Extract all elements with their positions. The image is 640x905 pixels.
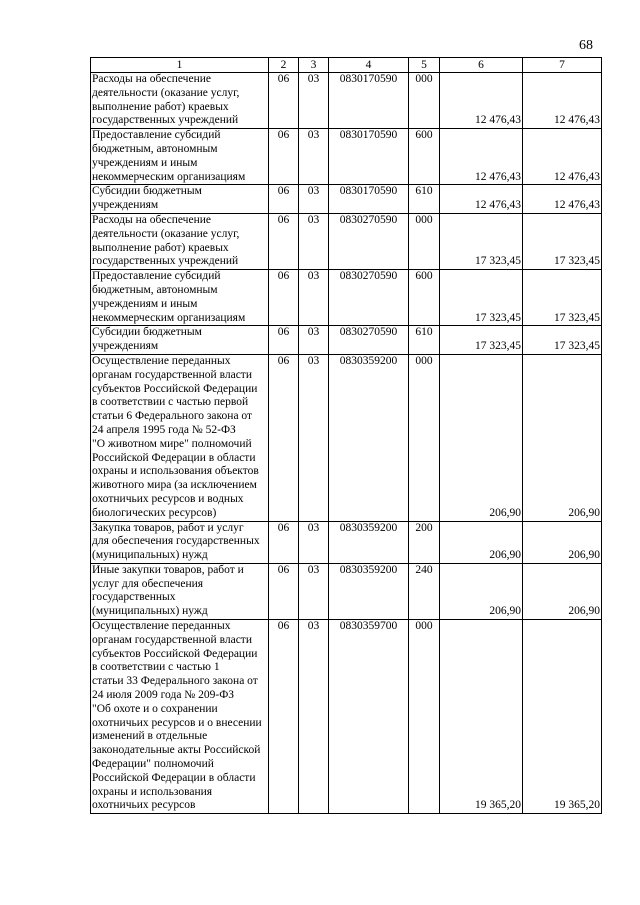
section-code: 06 — [269, 213, 299, 269]
row-name-cell — [91, 185, 269, 214]
column-header: 7 — [523, 58, 602, 73]
table-row — [91, 620, 602, 814]
table-row — [91, 326, 602, 355]
amount-col6: 206,90 — [440, 563, 523, 619]
subsection-code: 03 — [299, 270, 329, 326]
row-name: Осуществление переданных органам государственной власти субъектов Российской Федерации в соответствии с частью первой статьи 6 Федерального закона от 24 апреля 1995 года № 52-ФЗ "О животном мире" полномочий Российской Федерации в области охраны и использования объектов животного мира (за исключением охотничьих ресурсов и водных биологических ресурсов) — [92, 354, 259, 519]
column-header: 2 — [269, 58, 299, 73]
table-row — [91, 129, 602, 185]
amount-col6: 17 323,45 — [440, 270, 523, 326]
row-name-cell — [91, 354, 269, 521]
subsection-code: 03 — [299, 185, 329, 214]
section-code: 06 — [269, 620, 299, 814]
expense-type-code: 200 — [409, 521, 440, 563]
amount-col6: 12 476,43 — [440, 129, 523, 185]
row-name: Предоставление субсидий бюджетным, автономным учреждениям и иным некоммерческим организациям — [92, 129, 246, 183]
section-code: 06 — [269, 326, 299, 355]
target-article-code: 0830170590 — [329, 129, 409, 185]
target-article-code: 0830170590 — [329, 73, 409, 129]
table-row — [91, 73, 602, 129]
subsection-code: 03 — [299, 620, 329, 814]
section-code: 06 — [269, 521, 299, 563]
table-row — [91, 521, 602, 563]
table-row — [91, 354, 602, 521]
column-header: 5 — [409, 58, 440, 73]
amount-col7: 206,90 — [523, 354, 602, 521]
row-name: Расходы на обеспечение деятельности (оказание услуг, выполнение работ) краевых государственных учреждений — [92, 73, 240, 127]
column-header: 1 — [91, 58, 269, 73]
expense-type-code: 000 — [409, 73, 440, 129]
row-name-cell — [91, 213, 269, 269]
amount-col7: 12 476,43 — [523, 185, 602, 214]
amount-col7: 17 323,45 — [523, 213, 602, 269]
expense-type-code: 600 — [409, 270, 440, 326]
row-name: Субсидии бюджетным учреждениям — [92, 185, 202, 212]
column-header: 3 — [299, 58, 329, 73]
section-code: 06 — [269, 563, 299, 619]
amount-col6: 12 476,43 — [440, 73, 523, 129]
target-article-code: 0830359200 — [329, 354, 409, 521]
section-code: 06 — [269, 129, 299, 185]
target-article-code: 0830359200 — [329, 563, 409, 619]
subsection-code: 03 — [299, 73, 329, 129]
subsection-code: 03 — [299, 326, 329, 355]
row-name-cell — [91, 620, 269, 814]
subsection-code: 03 — [299, 213, 329, 269]
amount-col7: 17 323,45 — [523, 270, 602, 326]
expense-type-code: 610 — [409, 326, 440, 355]
target-article-code: 0830270590 — [329, 326, 409, 355]
subsection-code: 03 — [299, 129, 329, 185]
column-header: 4 — [329, 58, 409, 73]
amount-col7: 206,90 — [523, 521, 602, 563]
row-name: Иные закупки товаров, работ и услуг для обеспечения государственных (муниципальных) нужд — [92, 563, 244, 618]
row-name: Закупка товаров, работ и услуг для обеспечения государственных (муниципальных) нужд — [92, 521, 260, 562]
row-name: Расходы на обеспечение деятельности (оказание услуг, выполнение работ) краевых государственных учреждений — [92, 213, 240, 268]
table-row — [91, 213, 602, 269]
amount-col7: 19 365,20 — [523, 620, 602, 814]
amount-col7: 12 476,43 — [523, 129, 602, 185]
row-name: Субсидии бюджетным учреждениям — [92, 326, 202, 353]
subsection-code: 03 — [299, 354, 329, 521]
target-article-code: 0830270590 — [329, 270, 409, 326]
amount-col7: 17 323,45 — [523, 326, 602, 355]
page-number: 68 — [579, 38, 593, 53]
expense-type-code: 000 — [409, 213, 440, 269]
amount-col6: 206,90 — [440, 521, 523, 563]
row-name: Предоставление субсидий бюджетным, автономным учреждениям и иным некоммерческим организациям — [92, 270, 246, 324]
row-name-cell — [91, 563, 269, 619]
target-article-code: 0830270590 — [329, 213, 409, 269]
amount-col6: 17 323,45 — [440, 213, 523, 269]
section-code: 06 — [269, 185, 299, 214]
row-name-cell — [91, 326, 269, 355]
subsection-code: 03 — [299, 563, 329, 619]
column-header: 6 — [440, 58, 523, 73]
expense-type-code: 600 — [409, 129, 440, 185]
section-code: 06 — [269, 354, 299, 521]
table-row — [91, 270, 602, 326]
table-row — [91, 563, 602, 619]
row-name: Осуществление переданных органам государственной власти субъектов Российской Федерации в соответствии с частью 1 статьи 33 Федерального закона от 24 июля 2009 года № 209-ФЗ "Об охоте и о сохранении охотничьих ресурсов и о внесении изменений в отдельные законодательные акты Российской Федерации" полномочий Российской Федерации в области охраны и использования охотничьих ресурсов — [92, 620, 262, 812]
section-code: 06 — [269, 73, 299, 129]
target-article-code: 0830359700 — [329, 620, 409, 814]
table-row — [91, 185, 602, 214]
amount-col6: 19 365,20 — [440, 620, 523, 814]
row-name-cell — [91, 270, 269, 326]
table-header-row — [91, 58, 602, 73]
expense-type-code: 610 — [409, 185, 440, 214]
row-name-cell — [91, 73, 269, 129]
subsection-code: 03 — [299, 521, 329, 563]
amount-col7: 12 476,43 — [523, 73, 602, 129]
row-name-cell — [91, 129, 269, 185]
amount-col7: 206,90 — [523, 563, 602, 619]
expense-type-code: 240 — [409, 563, 440, 619]
expense-type-code: 000 — [409, 354, 440, 521]
row-name-cell — [91, 521, 269, 563]
section-code: 06 — [269, 270, 299, 326]
target-article-code: 0830170590 — [329, 185, 409, 214]
table-body — [91, 73, 602, 814]
target-article-code: 0830359200 — [329, 521, 409, 563]
amount-col6: 12 476,43 — [440, 185, 523, 214]
expense-type-code: 000 — [409, 620, 440, 814]
budget-table — [90, 57, 602, 814]
amount-col6: 17 323,45 — [440, 326, 523, 355]
amount-col6: 206,90 — [440, 354, 523, 521]
